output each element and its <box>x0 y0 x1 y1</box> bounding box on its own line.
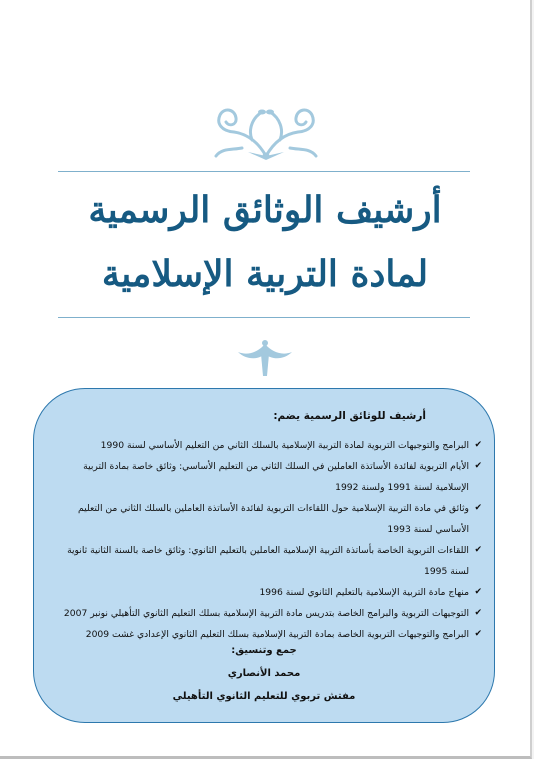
list-item-text: الأيام التربوية لفائدة الأساتذة العاملين في السلك الثاني من التعليم الأساسي: وثائق خاصة بمادة التربية <box>83 461 469 472</box>
check-mark-icon: ✔ <box>474 440 482 450</box>
box-heading: أرشيف للوثائق الرسمية يضم: <box>273 410 426 422</box>
list-item-text: البرامج والتوجيهات التربوية لمادة التربية الإسلامية بالسلك الثاني من التعليم الأساسي لسنة 1990 <box>100 440 469 451</box>
list-item <box>46 456 482 498</box>
credits <box>34 639 494 708</box>
check-mark-icon: ✔ <box>474 629 482 639</box>
list-item-text: لسنة 1995 <box>423 566 469 577</box>
check-mark-icon: ✔ <box>474 608 482 618</box>
list-item-text: الأساسي لسنة 1993 <box>387 524 469 535</box>
floral-scroll-icon <box>212 104 320 162</box>
credits-name: محمد الأنصاري <box>227 668 301 679</box>
list-item-text: اللقاءات التربوية الخاصة بأساتذة التربية الإسلامية العاملين بالتعليم الثانوي: وثائق خاصة بالسنة الثانية ثانوية <box>67 545 469 556</box>
check-mark-icon: ✔ <box>474 587 482 597</box>
title-line-1: أرشيف الوثائق الرسمية <box>88 189 442 231</box>
list-item <box>46 540 482 582</box>
fleuron-icon <box>236 338 294 378</box>
list-item <box>46 603 482 624</box>
archive-contents-box <box>33 388 495 723</box>
credits-role: مفتش تربوي للتعليم الثانوي التأهيلي <box>172 691 356 702</box>
check-mark-icon: ✔ <box>474 545 482 555</box>
list-item-text: منهاج مادة التربية الإسلامية بالتعليم الثانوي لسنة 1996 <box>259 587 469 598</box>
top-divider <box>58 171 470 172</box>
check-mark-icon: ✔ <box>474 461 482 471</box>
credits-label: جمع وتنسيق: <box>231 645 297 656</box>
list-item-text: الإسلامية لسنة 1991 ولسنة 1992 <box>335 482 469 493</box>
check-mark-icon: ✔ <box>474 503 482 513</box>
list-item <box>46 435 482 456</box>
list-item <box>46 582 482 603</box>
title-line-2: لمادة التربية الإسلامية <box>101 253 429 295</box>
archive-items-list <box>46 435 482 645</box>
bottom-divider <box>58 317 470 318</box>
list-item-text: التوجيهات التربوية والبرامج الخاصة بتدريس مادة التربية الإسلامية بسلك التعليم الثانوي التأهيلي نونبر 2007 <box>63 608 469 619</box>
list-item-text: وثائق في مادة التربية الإسلامية حول اللقاءات التربوية لفائدة الأساتذة العاملين بالسلك الثاني من التعليم <box>78 503 469 514</box>
list-item-text: البرامج والتوجيهات التربوية الخاصة بمادة التربية الإسلامية بسلك التعليم الثانوي الإعدادي غشت 2009 <box>85 629 469 640</box>
list-item <box>46 498 482 540</box>
